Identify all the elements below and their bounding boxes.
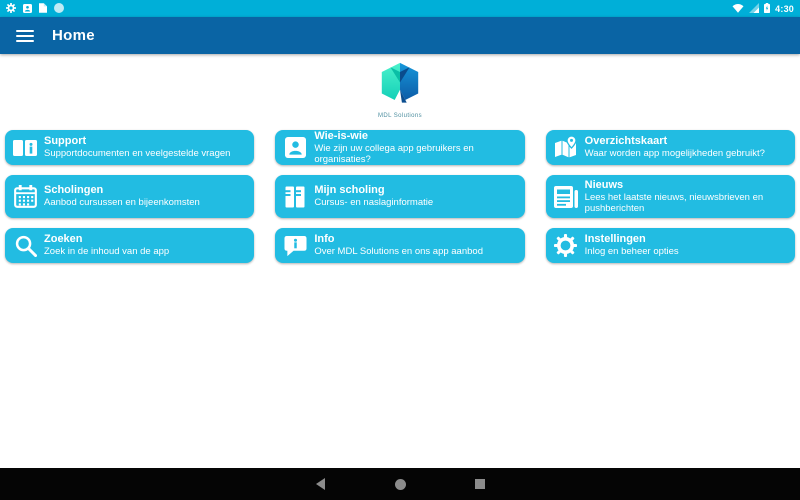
tile-support[interactable] — [5, 130, 254, 165]
map-pin-icon — [554, 136, 578, 160]
tile-description: Lees het laatste nieuws, nieuwsbrieven en pushberichten — [584, 191, 764, 214]
android-nav-bar — [0, 468, 800, 500]
hamburger-menu-icon[interactable] — [16, 30, 34, 42]
battery-icon — [764, 0, 770, 18]
tile-zoeken[interactable] — [5, 228, 254, 263]
home-button[interactable] — [380, 468, 420, 500]
support-docs-icon — [13, 138, 37, 158]
tile-description: Inlog en beheer opties — [584, 246, 679, 258]
circle-icon — [54, 0, 64, 18]
tile-description: Zoek in de inhoud van de app — [44, 246, 170, 258]
calendar-icon — [13, 185, 37, 208]
page-title: Home — [52, 27, 95, 44]
newspaper-icon — [554, 186, 578, 208]
home-icon — [395, 479, 406, 490]
tile-wie-is-wie[interactable] — [275, 130, 524, 165]
tile-description: Cursus- en naslaginformatie — [314, 197, 434, 209]
brand-name: MDL Solutions — [378, 113, 422, 119]
mdl-logo — [377, 60, 423, 111]
tile-description: Aanbod cursussen en bijeenkomsten — [44, 197, 200, 209]
wifi-icon — [732, 0, 744, 18]
books-icon — [283, 186, 307, 208]
tile-grid — [5, 130, 795, 263]
contact-icon — [23, 0, 32, 18]
back-icon — [316, 478, 325, 490]
tile-info[interactable] — [275, 228, 524, 263]
notification-icons — [6, 0, 64, 18]
logo-block — [0, 54, 800, 119]
tile-description: Waar worden app mogelijkheden gebruikt? — [584, 148, 765, 160]
tile-description: Supportdocumenten en veelgestelde vragen — [44, 148, 231, 160]
gear-icon — [554, 234, 578, 257]
tile-title: Nieuws — [584, 178, 624, 191]
app-bar — [0, 17, 800, 54]
tile-description: Over MDL Solutions en ons app aanbod — [314, 246, 483, 258]
status-time: 4:30 — [775, 3, 794, 14]
back-button[interactable] — [300, 468, 340, 500]
main-content — [0, 54, 800, 468]
gear-icon — [6, 0, 16, 18]
tile-scholingen[interactable] — [5, 175, 254, 218]
cell-signal-icon — [749, 0, 759, 18]
tile-title: Scholingen — [44, 184, 104, 197]
recents-button[interactable] — [460, 468, 500, 500]
info-bubble-icon — [283, 235, 307, 257]
contact-person-icon — [283, 137, 307, 158]
tile-title: Info — [314, 233, 335, 246]
recents-icon — [475, 479, 485, 489]
search-icon — [13, 234, 37, 257]
tile-description: Wie zijn uw collega app gebruikers en organisaties? — [314, 142, 474, 165]
file-icon — [39, 0, 47, 18]
tile-instellingen[interactable] — [546, 228, 795, 263]
status-bar — [0, 0, 800, 17]
tile-title: Overzichtskaart — [584, 135, 668, 148]
tile-title: Support — [44, 135, 87, 148]
tile-title: Mijn scholing — [314, 184, 385, 197]
tile-mijn-scholing[interactable] — [275, 175, 524, 218]
tile-overzichtskaart[interactable] — [546, 130, 795, 165]
tile-nieuws[interactable] — [546, 175, 795, 218]
tile-title: Wie-is-wie — [314, 130, 369, 142]
tile-title: Instellingen — [584, 233, 646, 246]
tile-title: Zoeken — [44, 233, 83, 246]
